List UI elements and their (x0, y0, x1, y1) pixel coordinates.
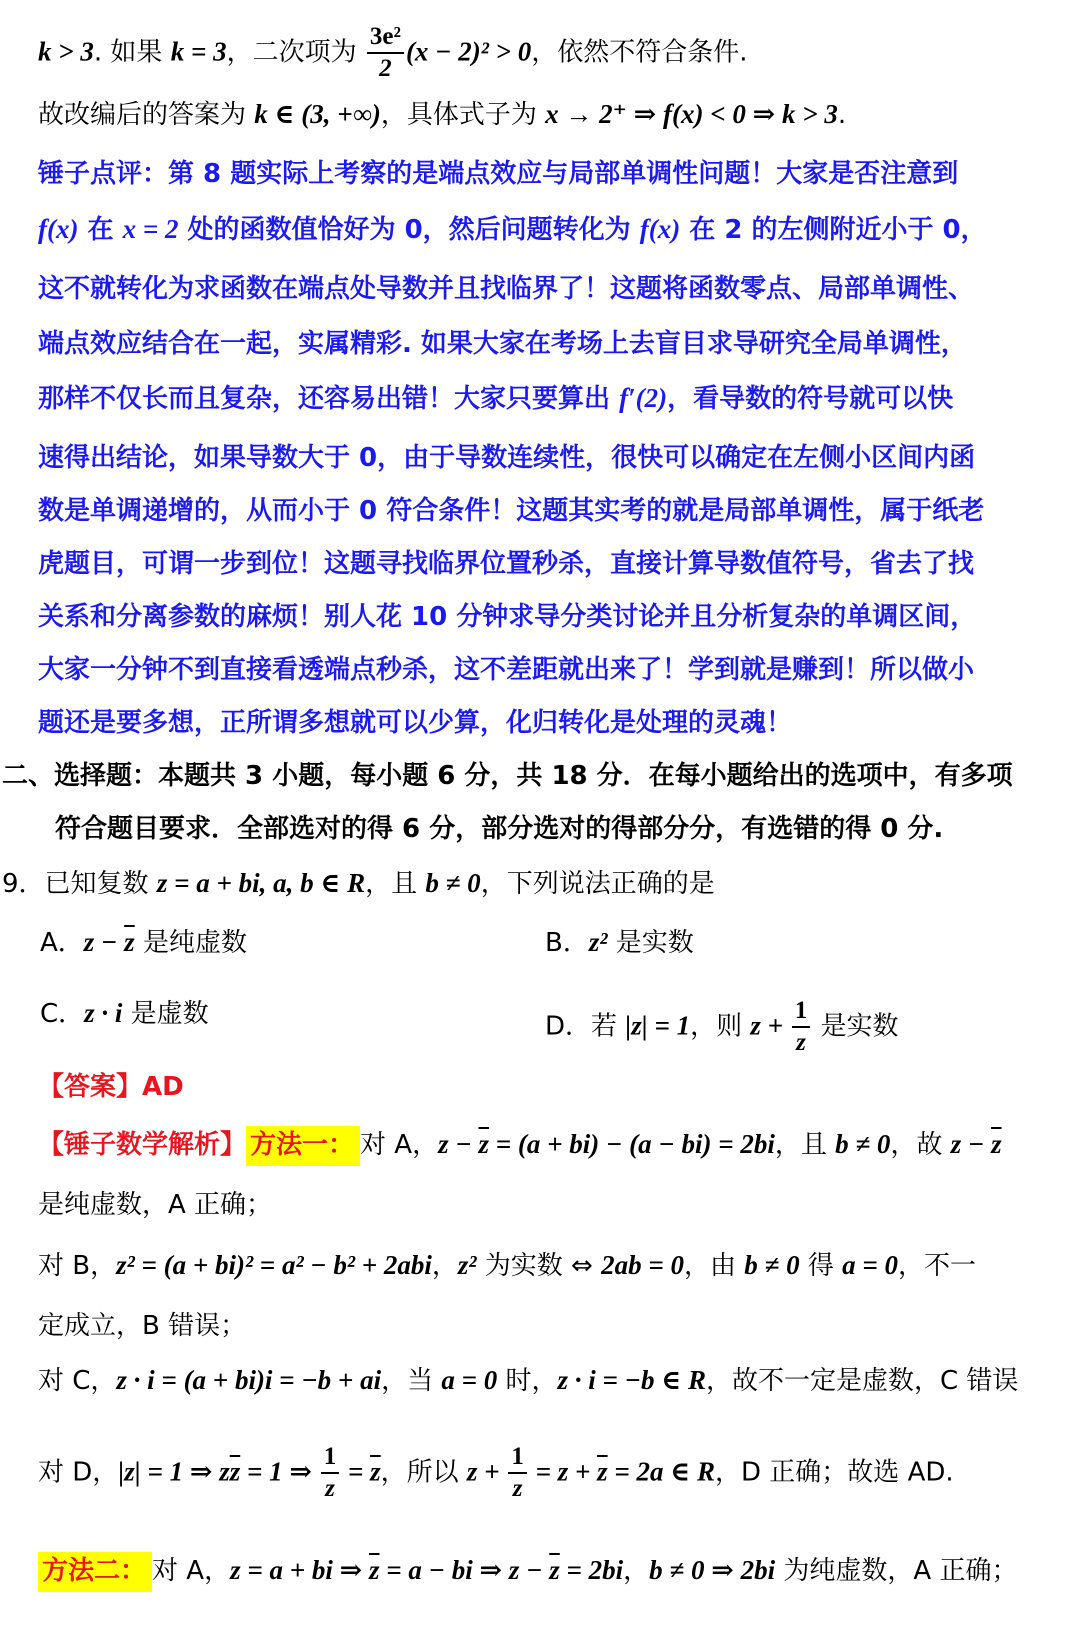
math-expression: z · i (84, 998, 123, 1028)
math-expression: z² (457, 1250, 477, 1280)
text-run: 二、选择题：本题共 3 小题，每小题 6 分，共 18 分．在每小题给出的选项中，有多项 (2, 761, 1013, 791)
text-line (0, 759, 1080, 793)
fraction (792, 996, 811, 1058)
text-run: ，则 (690, 1011, 751, 1042)
math-expression: b ≠ 0 ⇒ 2bi (649, 1555, 776, 1585)
fraction (321, 1442, 340, 1504)
text-run: 【答案】AD (38, 1072, 184, 1102)
method-label-highlighted: 方法二： (38, 1552, 152, 1592)
math-expression: 2ab = 0 (601, 1250, 684, 1280)
text-line (0, 272, 1080, 306)
text-run: 9．已知复数 (2, 869, 157, 899)
text-run: 时， (497, 1366, 558, 1396)
text-line (0, 327, 1080, 361)
fraction-denominator: z (512, 1475, 523, 1502)
math-expression: z + (466, 1456, 507, 1487)
text-line (0, 1553, 1080, 1588)
math-expression: z + (750, 1010, 790, 1041)
conjugate-symbol: $\overline{z}$ (370, 1456, 381, 1487)
math-expression: = 2a ∈ R (607, 1456, 716, 1487)
text-line (0, 996, 1080, 1058)
text-run: 关系和分离参数的麻烦！别人花 10 分钟求导分类讨论并且分析复杂的单调区间， (38, 602, 977, 632)
text-run: 处的函数值恰好为 0，然后问题转化为 (178, 215, 640, 245)
text-run: 在 (78, 215, 123, 245)
text-line (0, 157, 1080, 191)
math-expression: = 1 ⇒ (240, 1456, 319, 1487)
text-run: 符合题目要求．全部选对的得 6 分，部分选对的得部分分，有选错的得 0 分. (55, 814, 944, 844)
math-expression: z · i = −b ∈ R (557, 1365, 706, 1395)
text-line (0, 600, 1080, 634)
conjugate-symbol: $\overline{z}$ (549, 1555, 560, 1585)
text-line (0, 97, 1080, 132)
fraction-numerator: 1 (792, 996, 811, 1028)
text-run: 为纯虚数，A 正确； (775, 1556, 1018, 1586)
math-expression: b ≠ 0 (835, 1129, 891, 1159)
text-run: 那样不仅长而且复杂，还容易出错！大家只要算出 (38, 384, 620, 414)
text-run: 为实数 ⇔ (476, 1251, 602, 1281)
text-run: ，下列说法正确的是 (480, 869, 715, 899)
text-run: 速得出结论，如果导数大于 0，由于导数连续性，很快可以确定在左侧小区间内函 (38, 443, 976, 473)
text-line (0, 494, 1080, 528)
math-expression: a = 0 (441, 1365, 498, 1395)
text-line (0, 653, 1080, 687)
text-run: 这不就转化为求函数在端点处导数并且找临界了！这题将函数零点、局部单调性、 (38, 274, 975, 304)
solution-heading: 【锤子数学解析】 (38, 1130, 247, 1160)
text-run: ，二次项为 (226, 37, 365, 68)
text-run: 故改编后的答案为 (38, 100, 255, 130)
text-run: 对 B， (38, 1251, 117, 1281)
text-run: ，且 (774, 1130, 836, 1160)
text-run: A． (40, 928, 84, 958)
math-expression: f(x) (38, 214, 79, 244)
text-run: ，不一 (898, 1251, 977, 1281)
text-run: 定成立，B 错误； (38, 1311, 247, 1341)
text-run: . (837, 100, 847, 130)
text-run: 对 A， (152, 1556, 231, 1586)
math-expression: x = 2 (122, 214, 179, 244)
text-run: 端点效应结合在一起，实属精彩. 如果大家在考场上去盲目求导研究全局单调性， (38, 329, 967, 359)
math-expression: f′(2) (619, 383, 668, 413)
math-expression: k ∈ (3, +∞) (254, 99, 381, 129)
math-expression: z = a + bi, a, b ∈ R (156, 868, 366, 898)
text-run: ，具体式子为 (380, 100, 546, 130)
text-line (0, 812, 1080, 846)
text-run: 大家一分钟不到直接看透端点秒杀，这不差距就出来了！学到就是赚到！所以做小 (38, 655, 975, 685)
text-line (0, 1442, 1080, 1504)
method-label-highlighted: 方法一： (246, 1126, 360, 1166)
text-run: 锤子点评：第 8 题实际上考察的是端点效应与局部单调性问题！大家是否注意到 (38, 159, 959, 189)
text-line (0, 381, 1080, 416)
math-expression: = 2bi (559, 1555, 624, 1585)
text-line (0, 441, 1080, 475)
text-line (0, 22, 1080, 84)
conjugate-symbol: $\overline{z}$ (368, 1555, 380, 1585)
text-run: C． (40, 999, 85, 1029)
fraction-denominator: z (325, 1475, 335, 1502)
text-line (0, 1188, 1080, 1222)
conjugate-symbol: $\overline{z}$ (597, 1456, 608, 1487)
text-run: ，D 正确；故选 AD. (715, 1457, 954, 1488)
fraction-numerator: 3e² (367, 22, 404, 54)
fraction (367, 22, 404, 84)
text-run: 题还是要多想，正所谓多想就可以少算，化归转化是处理的灵魂！ (38, 708, 793, 738)
text-line (0, 1070, 1080, 1104)
math-expression: b ≠ 0 (425, 868, 481, 898)
text-line (0, 1309, 1080, 1343)
math-expression: k > 3 (38, 36, 94, 67)
text-line (0, 1127, 1080, 1162)
text-line (0, 1363, 1080, 1398)
text-run: ，当 (381, 1366, 442, 1396)
math-expression: z − (83, 927, 125, 957)
fraction-denominator: 2 (379, 55, 392, 82)
fraction (508, 1442, 527, 1504)
math-expression: = a − bi ⇒ z − (379, 1555, 550, 1585)
text-run: 得 (799, 1251, 843, 1281)
text-run: ，由 (684, 1251, 745, 1281)
text-run: 在 2 的左侧附近小于 0， (680, 215, 987, 245)
math-expression: = z + (528, 1456, 598, 1487)
fraction-numerator: 1 (508, 1442, 527, 1474)
text-run: 是实数 (607, 928, 694, 958)
conjugate-symbol: $\overline{z}$ (124, 927, 135, 957)
math-expression: z² (588, 927, 608, 957)
math-expression: = (341, 1456, 371, 1487)
text-run: ， (431, 1251, 458, 1281)
text-line (0, 547, 1080, 581)
text-run: ，且 (365, 869, 426, 899)
text-run: . 如果 (93, 37, 171, 68)
math-expression: b ≠ 0 (744, 1250, 800, 1280)
text-run: D．若 (545, 1011, 626, 1042)
math-expression: = (a + bi) − (a − bi) = 2bi (488, 1129, 775, 1159)
fraction-numerator: 1 (321, 1442, 340, 1474)
text-run: 虎题目，可谓一步到位！这题寻找临界位置秒杀，直接计算导数值符号，省去了找 (38, 549, 975, 579)
text-run: 对 C， (38, 1366, 117, 1396)
text-run: 数是单调递增的，从而小于 0 符合条件！这题其实考的就是局部单调性，属于纸老 (38, 496, 985, 526)
text-run: 是虚数 (122, 999, 209, 1029)
text-run: ，依然不符合条件. (531, 37, 748, 68)
math-expression: f(x) (639, 214, 681, 244)
math-expression: z² = (a + bi)² = a² − b² + 2abi (116, 1250, 432, 1280)
text-line (0, 212, 1080, 247)
fraction-denominator: z (796, 1029, 806, 1056)
text-run: 是纯虚数，A 正确； (38, 1190, 273, 1220)
text-line (0, 925, 1080, 960)
math-expression: z − (438, 1129, 479, 1159)
math-expression: |z| = 1 ⇒ z (118, 1456, 230, 1487)
text-run: 是实数 (812, 1011, 899, 1042)
text-line (0, 1248, 1080, 1283)
text-line (0, 866, 1080, 901)
text-run: 对 A， (360, 1130, 439, 1160)
text-run: 是纯虚数 (134, 928, 247, 958)
math-expression: z − (950, 1129, 992, 1159)
math-expression: (x − 2)² > 0 (405, 36, 532, 67)
math-expression: a = 0 (842, 1250, 899, 1280)
text-run: 对 D， (38, 1457, 119, 1488)
text-run: ，故不一定是虚数，C 错误 (706, 1366, 1019, 1396)
math-expression: |z| = 1 (625, 1010, 691, 1041)
math-expression: z · i = (a + bi)i = −b + ai (116, 1365, 382, 1395)
math-expression: z = a + bi ⇒ (230, 1555, 369, 1585)
conjugate-symbol: $\overline{z}$ (478, 1129, 489, 1159)
text-run: B． (545, 928, 589, 958)
text-line (0, 706, 1080, 740)
text-run: ， (623, 1556, 650, 1586)
math-expression: k = 3 (170, 36, 227, 67)
text-run: ，故 (890, 1130, 951, 1160)
conjugate-symbol: $\overline{z}$ (991, 1129, 1002, 1159)
text-run: ，所以 (380, 1457, 467, 1488)
math-expression: x → 2⁺ ⇒ f(x) < 0 ⇒ k > 3 (545, 99, 838, 129)
conjugate-symbol: $\overline{z}$ (229, 1456, 241, 1487)
text-run: ，看导数的符号就可以快 (667, 384, 954, 414)
